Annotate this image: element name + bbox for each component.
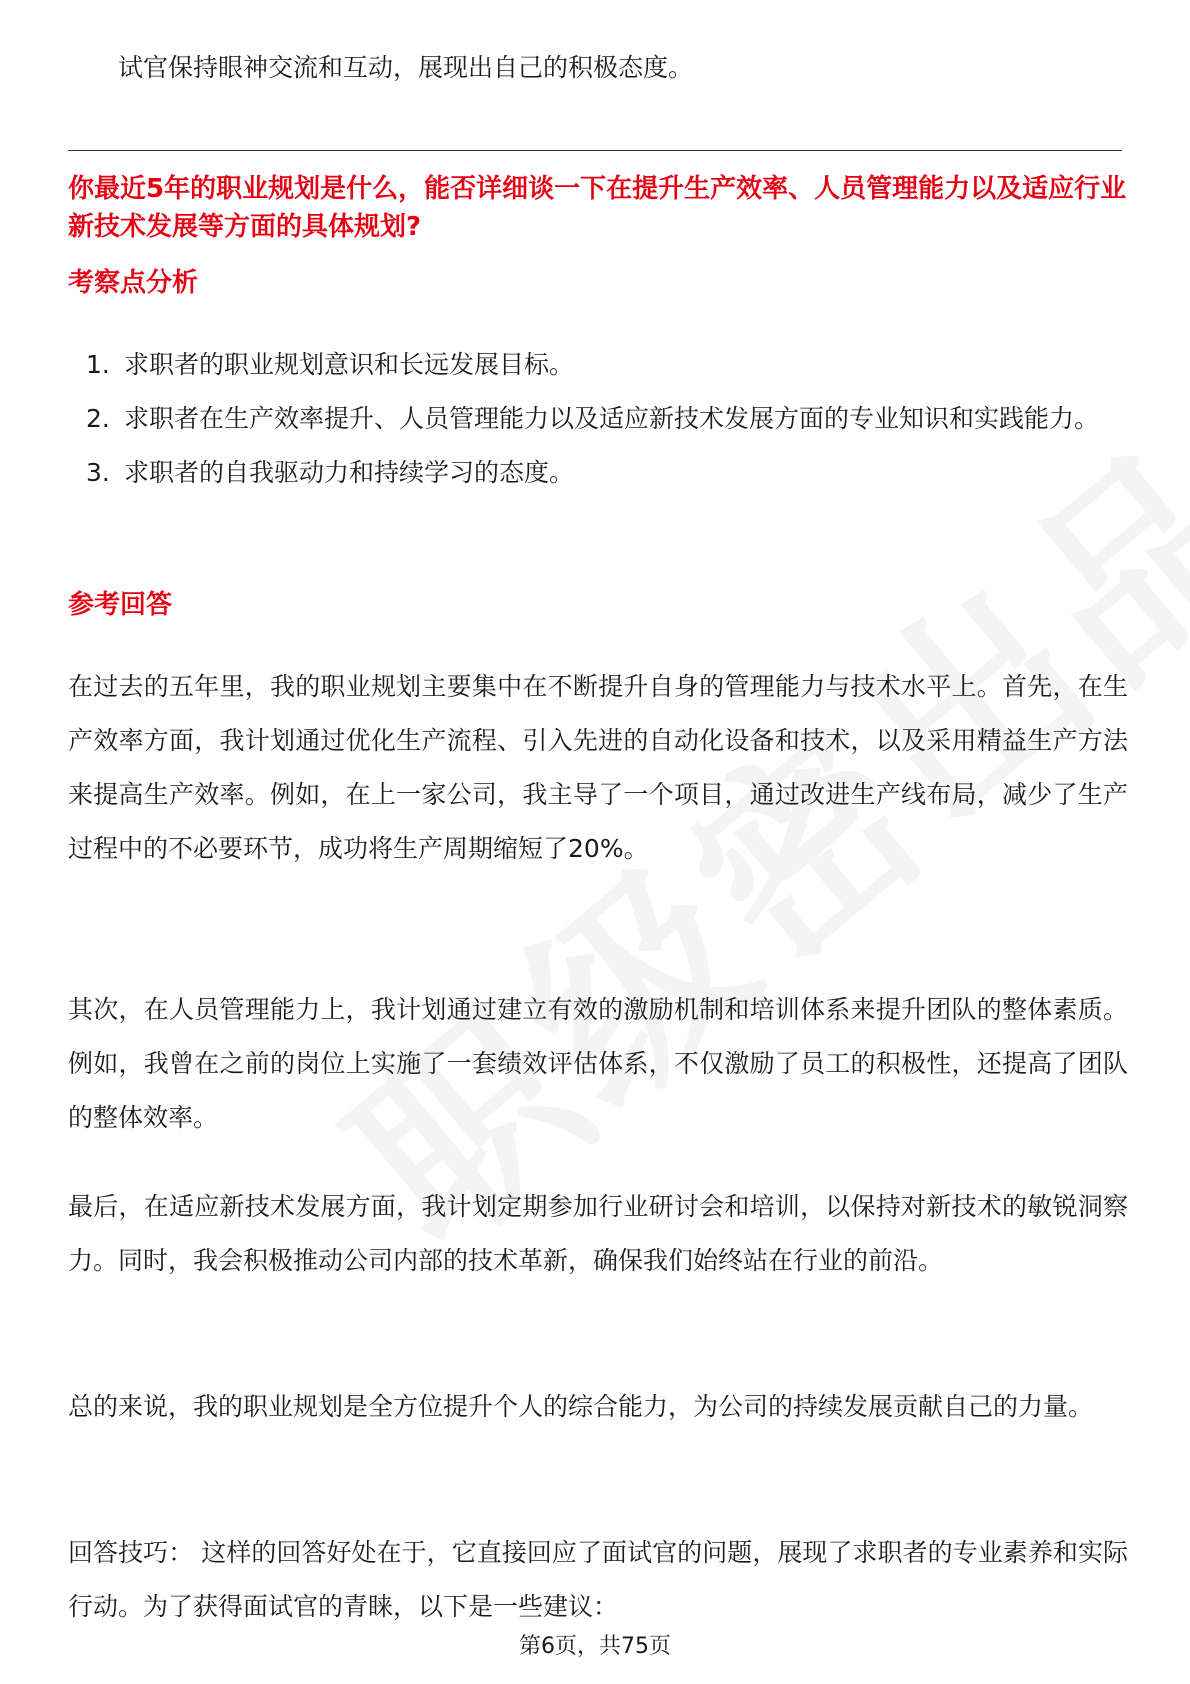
list-item <box>68 392 1128 446</box>
list-item-text: 求职者在生产效率提升、人员管理能力以及适应新技术发展方面的专业知识和实践能力。 <box>124 404 1100 433</box>
list-item-number: 3. <box>86 458 110 487</box>
answer-paragraph: 其次，在人员管理能力上，我计划通过建立有效的激励机制和培训体系来提升团队的整体素质。例如，我曾在之前的岗位上实施了一套绩效评估体系，不仅激励了员工的积极性，还提高了团队的整体效率。 <box>68 995 1128 1132</box>
list-item-number: 1. <box>86 350 110 379</box>
page-number-footer: 第6页，共75页 <box>519 1634 671 1659</box>
list-item-text: 求职者的自我驱动力和持续学习的态度。 <box>124 458 575 487</box>
answer-title: 参考回答 <box>68 590 173 620</box>
list-item <box>68 338 1128 392</box>
answer-tips-paragraph: 回答技巧： 这样的回答好处在于，它直接回应了面试官的问题，展现了求职者的专业素养和实际行动。为了获得面试官的青睐，以下是一些建议： <box>68 1538 1128 1621</box>
analysis-points-list <box>68 338 1128 500</box>
list-item-text: 求职者的职业规划意识和长远发展目标。 <box>124 350 575 379</box>
answer-paragraph: 总的来说，我的职业规划是全方位提升个人的综合能力，为公司的持续发展贡献自己的力量。 <box>68 1392 1094 1421</box>
list-item-number: 2. <box>86 404 110 433</box>
list-item <box>68 446 1128 500</box>
section-divider <box>68 150 1122 151</box>
question-heading: 你最近5年的职业规划是什么，能否详细谈一下在提升生产效率、人员管理能力以及适应行业新技术发展等方面的具体规划? <box>68 174 1127 242</box>
analysis-title: 考察点分析 <box>68 268 199 298</box>
continuation-text: 试官保持眼神交流和互动，展现出自己的积极态度。 <box>118 53 694 82</box>
answer-paragraph: 最后，在适应新技术发展方面，我计划定期参加行业研讨会和培训，以保持对新技术的敏锐洞察力。同时，我会积极推动公司内部的技术革新，确保我们始终站在行业的前沿。 <box>68 1192 1128 1275</box>
answer-paragraph: 在过去的五年里，我的职业规划主要集中在不断提升自身的管理能力与技术水平上。首先，在生产效率方面，我计划通过优化生产流程、引入先进的自动化设备和技术，以及采用精益生产方法来提高生产效率。例如，在上一家公司，我主导了一个项目，通过改进生产线布局，减少了生产过程中的不必要环节，成功将生产周期缩短了20%。 <box>68 672 1128 863</box>
